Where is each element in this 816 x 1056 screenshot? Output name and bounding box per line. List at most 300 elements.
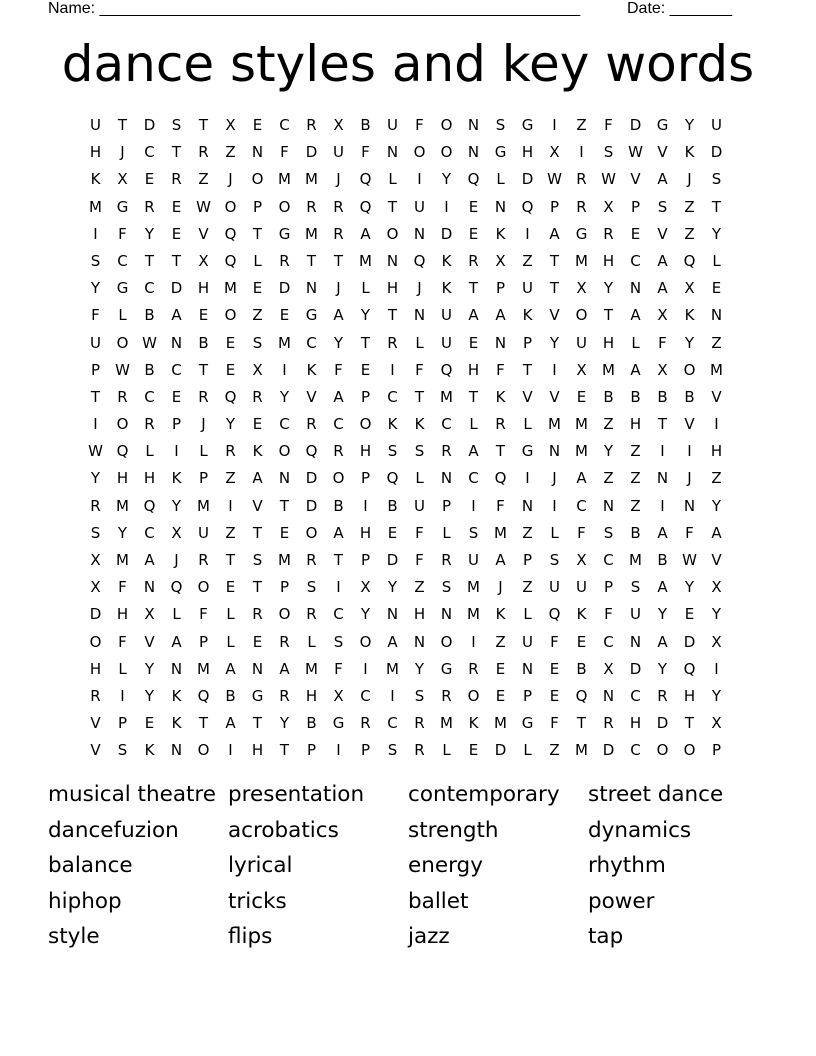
grid-letter: T [252,224,263,243]
grid-letter: F [604,116,613,134]
grid-letter: D [521,170,534,189]
grid-letter: Y [171,496,182,515]
grid-letter: L [523,605,532,624]
grid-letter: T [657,415,668,434]
grid-letter: R [306,116,317,134]
grid-letter: J [228,170,233,189]
grid-letter: O [413,143,426,162]
grid-letter: R [576,170,587,189]
grid-letter: E [387,523,398,542]
grid-letter: O [251,170,264,189]
grid-letter: C [333,415,344,434]
grid-letter: M [575,741,588,760]
grid-letter: L [361,279,370,298]
grid-letter: I [525,469,530,488]
grid-letter: A [252,469,263,488]
grid-letter: I [228,496,233,515]
grid-letter: M [305,659,318,678]
grid-letter: A [630,306,641,325]
grid-letter: T [387,306,398,325]
grid-row [82,221,730,248]
grid-letter: E [684,605,695,624]
grid-letter: D [386,551,399,569]
grid-letter: W [601,170,616,189]
grid-letter: S [90,251,101,270]
grid-letter: V [549,306,560,325]
grid-letter: I [714,415,719,434]
grid-row [82,411,730,438]
grid-letter: P [441,496,452,515]
grid-letter: B [360,116,371,134]
grid-letter: A [657,170,668,189]
grid-letter: I [390,686,395,705]
grid-letter: Q [197,686,210,705]
grid-letter: T [414,387,425,406]
grid-letter: V [198,224,209,243]
grid-letter: N [386,251,399,270]
grid-letter: C [306,333,317,352]
word-list-item: presentation [228,782,365,807]
grid-letter: N [710,306,723,325]
grid-letter: I [390,360,395,379]
grid-letter: Z [252,306,263,325]
grid-letter: B [225,686,236,705]
grid-letter: K [90,170,101,189]
grid-letter: P [630,197,641,216]
grid-letter: O [278,442,291,461]
grid-letter: Y [684,333,695,352]
grid-row [82,493,730,520]
grid-letter: T [198,360,209,379]
grid-letter: F [415,360,424,379]
grid-letter: I [471,496,476,515]
grid-letter: V [711,551,722,569]
grid-letter: U [441,306,452,325]
grid-letter: V [711,387,722,406]
grid-letter: C [144,387,155,406]
word-list-item: street dance [588,782,724,807]
grid-letter: H [116,469,129,488]
grid-letter: J [174,551,179,569]
grid-letter: D [143,116,156,134]
grid-letter: O [116,415,129,434]
grid-letter: S [468,523,479,542]
word-list-item: dynamics [588,817,692,843]
grid-letter: N [386,605,399,624]
grid-letter: G [575,224,588,243]
grid-letter: X [360,578,371,597]
grid-letter: J [687,170,692,189]
grid-letter: I [336,741,341,760]
word-list-item: ballet [408,888,469,914]
grid-letter: A [657,251,668,270]
grid-letter: O [683,360,696,379]
grid-letter: O [278,197,291,216]
grid-letter: P [306,741,317,760]
grid-letter: E [549,659,560,678]
grid-row [82,330,730,357]
grid-letter: X [495,251,506,270]
grid-letter: R [441,551,452,569]
grid-letter: P [711,741,722,760]
grid-letter: F [280,143,289,162]
grid-letter: N [494,333,507,352]
grid-letter: B [603,387,614,406]
grid-letter: O [440,143,453,162]
grid-letter: B [684,387,695,406]
grid-letter: X [90,578,101,597]
word-list-item: energy [408,853,483,879]
grid-letter: L [523,415,532,434]
word-list-item: balance [48,853,133,879]
grid-letter: W [682,551,697,569]
grid-letter: G [494,143,507,162]
grid-letter: R [576,197,587,216]
grid-letter: A [630,360,641,379]
grid-letter: Z [684,224,695,243]
word-list-item: hiphop [48,888,122,914]
grid-letter: I [552,496,557,515]
grid-letter: O [386,224,399,243]
grid-row [82,275,730,302]
grid-letter: H [467,360,480,379]
grid-row [82,656,730,683]
grid-letter: L [307,632,316,651]
grid-letter: R [441,442,452,461]
grid-letter: C [387,714,398,733]
grid-letter: L [496,170,505,189]
grid-letter: K [495,387,506,406]
grid-letter: X [711,578,722,597]
grid-letter: L [172,605,181,624]
grid-letter: E [630,224,641,243]
grid-letter: R [495,415,506,434]
grid-letter: G [116,279,129,298]
grid-letter: E [225,360,236,379]
grid-row [82,520,730,547]
grid-letter: T [90,387,101,406]
grid-letter: D [170,279,183,298]
grid-letter: F [91,306,100,325]
grid-row [82,112,730,139]
grid-letter: O [575,306,588,325]
grid-letter: N [413,306,426,325]
grid-letter: I [417,170,422,189]
grid-letter: E [225,333,236,352]
grid-letter: A [468,442,479,461]
grid-letter: E [279,306,290,325]
grid-letter: S [387,442,398,461]
grid-letter: R [603,224,614,243]
grid-letter: R [441,686,452,705]
grid-letter: L [550,523,559,542]
grid-letter: H [116,605,129,624]
grid-letter: D [278,279,291,298]
grid-letter: C [576,496,587,515]
grid-letter: Q [359,197,372,216]
grid-letter: N [386,143,399,162]
grid-row [82,547,730,574]
grid-letter: K [495,605,506,624]
grid-letter: A [495,551,506,569]
grid-letter: U [414,197,425,216]
grid-letter: P [171,415,182,434]
grid-letter: E [279,523,290,542]
grid-letter: B [387,496,398,515]
word-list-item: jazz [408,924,450,950]
grid-letter: X [711,714,722,733]
grid-letter: T [225,551,236,569]
grid-letter: I [228,741,233,760]
grid-letter: D [629,659,642,678]
grid-letter: U [522,279,533,298]
grid-letter: A [657,279,668,298]
grid-letter: Q [116,442,129,461]
grid-letter: I [660,442,665,461]
grid-letter: Y [117,523,128,542]
grid-letter: E [549,686,560,705]
grid-letter: E [225,578,236,597]
grid-letter: Q [683,251,696,270]
grid-letter: L [469,415,478,434]
grid-letter: Z [603,415,614,434]
grid-row [82,166,730,193]
grid-letter: A [468,306,479,325]
grid-letter: M [305,224,318,243]
grid-letter: I [282,360,287,379]
grid-letter: V [522,387,533,406]
grid-letter: Z [630,496,641,515]
grid-letter: G [656,116,669,134]
grid-letter: A [279,659,290,678]
grid-letter: K [387,415,398,434]
grid-letter: T [306,251,317,270]
grid-letter: Z [225,523,236,542]
grid-letter: I [336,578,341,597]
grid-letter: Y [144,686,155,705]
grid-letter: G [332,714,345,733]
grid-letter: E [144,170,155,189]
grid-letter: T [171,251,182,270]
grid-letter: D [494,741,507,760]
grid-letter: Z [522,251,533,270]
grid-letter: R [603,714,614,733]
grid-letter: P [522,551,533,569]
grid-letter: K [522,306,533,325]
grid-letter: T [333,551,344,569]
word-list [48,779,768,957]
grid-row [82,629,730,656]
word-list-item: flips [228,924,273,950]
grid-letter: K [576,605,587,624]
grid-letter: J [417,279,422,298]
grid-letter: G [521,442,534,461]
grid-letter: Y [684,116,695,134]
grid-letter: P [549,197,560,216]
grid-letter: O [197,578,210,597]
grid-row [82,194,730,221]
grid-letter: T [495,442,506,461]
grid-letter: L [118,306,127,325]
grid-letter: E [144,714,155,733]
grid-letter: N [440,605,453,624]
grid-letter: H [683,686,696,705]
grid-letter: R [414,741,425,760]
grid-letter: R [468,659,479,678]
grid-letter: C [630,686,641,705]
grid-letter: U [387,116,398,134]
grid-letter: O [116,333,129,352]
grid-letter: R [225,442,236,461]
grid-letter: N [602,686,615,705]
grid-letter: C [333,605,344,624]
grid-letter: N [467,116,480,134]
grid-letter: N [278,469,291,488]
grid-letter: V [549,387,560,406]
grid-letter: D [683,632,696,651]
grid-letter: L [226,632,235,651]
grid-row [82,248,730,275]
grid-letter: W [547,170,562,189]
grid-letter: Q [359,170,372,189]
grid-letter: T [252,578,263,597]
grid-letter: M [602,360,615,379]
grid-letter: N [143,578,156,597]
grid-letter: I [471,632,476,651]
grid-letter: B [576,659,587,678]
grid-letter: U [549,578,560,597]
grid-letter: A [360,224,371,243]
grid-letter: T [198,714,209,733]
grid-letter: F [118,224,127,243]
grid-letter: F [361,143,370,162]
grid-row [82,574,730,601]
grid-letter: M [224,279,237,298]
grid-letter: M [575,251,588,270]
grid-letter: T [711,197,722,216]
grid-letter: X [576,279,587,298]
grid-letter: N [548,442,561,461]
grid-letter: J [687,469,692,488]
grid-letter: G [116,197,129,216]
grid-letter: H [251,741,264,760]
grid-letter: Z [576,116,587,134]
grid-letter: Q [467,170,480,189]
grid-letter: Z [225,143,236,162]
grid-letter: K [495,224,506,243]
grid-letter: T [549,251,560,270]
grid-letter: P [279,578,290,597]
grid-letter: R [117,387,128,406]
grid-row [82,683,730,710]
grid-letter: A [387,632,398,651]
grid-letter: N [170,333,183,352]
grid-letter: R [306,605,317,624]
grid-letter: Y [90,469,101,488]
grid-letter: I [714,659,719,678]
grid-letter: D [305,143,318,162]
grid-letter: P [603,578,614,597]
grid-letter: S [387,741,398,760]
grid-letter: O [197,741,210,760]
grid-letter: A [333,523,344,542]
grid-letter: O [467,686,480,705]
grid-letter: M [710,360,723,379]
grid-letter: P [252,197,263,216]
grid-letter: V [144,632,155,651]
grid-letter: N [440,469,453,488]
grid-letter: H [413,605,426,624]
grid-letter: S [441,578,452,597]
grid-letter: Y [711,686,722,705]
grid-letter: K [171,714,182,733]
grid-letter: S [252,551,263,569]
grid-letter: T [279,496,290,515]
grid-letter: A [333,306,344,325]
grid-letter: Z [711,469,722,488]
grid-letter: R [414,714,425,733]
grid-letter: D [305,496,318,515]
grid-letter: F [496,360,505,379]
grid-letter: G [521,116,534,134]
grid-letter: C [144,143,155,162]
grid-letter: R [387,333,398,352]
grid-letter: H [710,442,723,461]
grid-letter: R [333,224,344,243]
grid-letter: J [201,415,206,434]
grid-letter: S [657,197,668,216]
grid-letter: M [494,523,507,542]
grid-letter: L [442,741,451,760]
grid-letter: G [251,686,264,705]
grid-letter: A [171,306,182,325]
grid-letter: X [576,360,587,379]
grid-letter: M [467,605,480,624]
grid-letter: Q [575,686,588,705]
grid-letter: V [657,224,668,243]
grid-letter: U [468,551,479,569]
grid-letter: Z [522,523,533,542]
word-list-item: contemporary [408,782,560,807]
grid-letter: F [199,605,208,624]
grid-letter: M [278,551,291,569]
grid-letter: L [523,741,532,760]
grid-letter: Q [224,251,237,270]
grid-letter: H [89,659,102,678]
grid-letter: S [414,686,425,705]
grid-letter: R [198,143,209,162]
grid-letter: T [603,306,614,325]
grid-letter: L [226,605,235,624]
grid-letter: I [552,360,557,379]
grid-letter: A [576,469,587,488]
grid-letter: J [498,578,503,597]
grid-letter: Z [225,469,236,488]
grid-letter: P [522,686,533,705]
grid-letter: R [144,197,155,216]
grid-letter: I [552,116,557,134]
grid-letter: N [683,496,696,515]
grid-letter: Q [224,387,237,406]
grid-letter: L [145,442,154,461]
grid-letter: Z [684,197,695,216]
grid-letter: A [495,306,506,325]
grid-letter: B [198,333,209,352]
grid-letter: H [359,442,372,461]
grid-letter: G [278,224,291,243]
grid-letter: W [88,442,103,461]
grid-letter: Q [305,442,318,461]
